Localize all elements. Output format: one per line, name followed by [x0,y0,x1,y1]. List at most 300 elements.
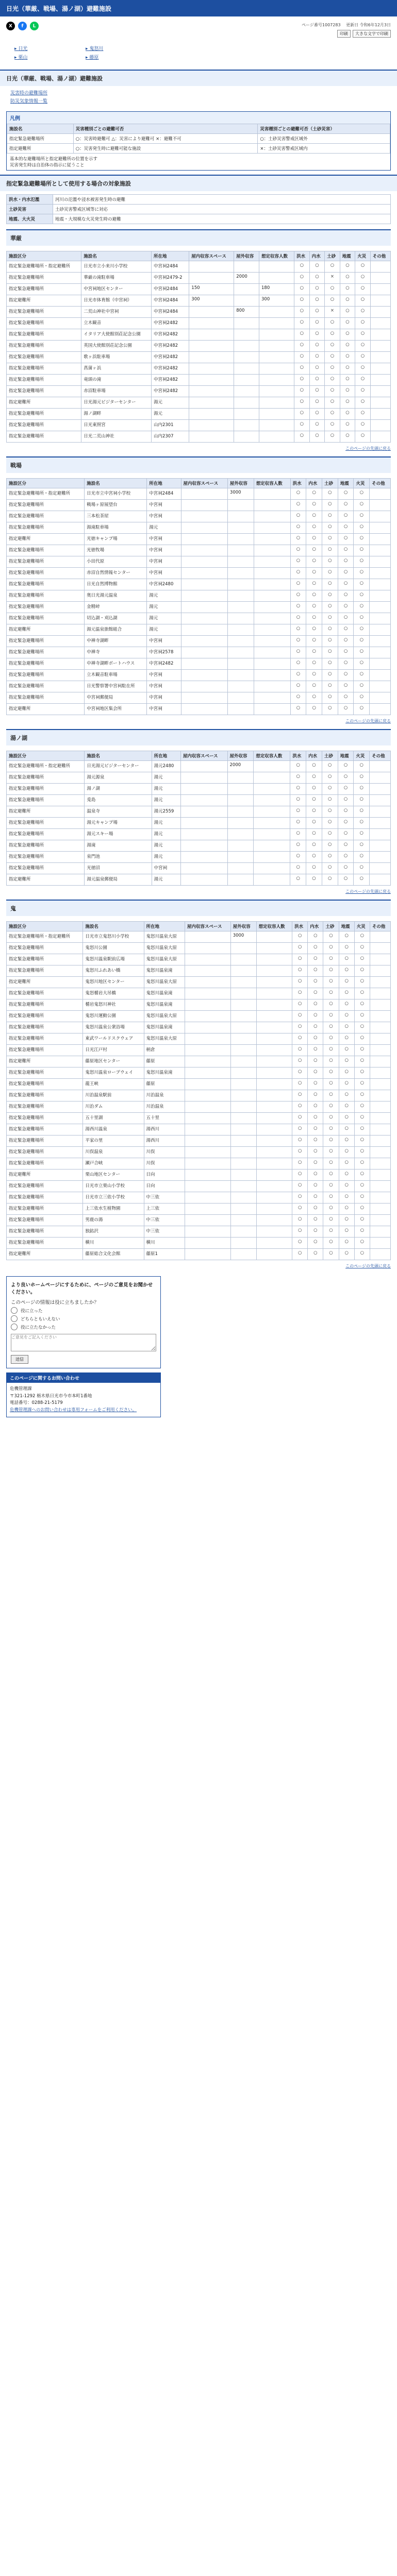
table-cell [254,704,290,715]
table-cell: ○ [354,1056,370,1067]
table-cell: ○ [292,1079,308,1090]
table-cell [185,1045,230,1056]
table-cell [227,556,254,568]
table-cell: 指定緊急避難場所 [7,431,81,443]
table-cell [180,806,227,818]
feedback-submit-button[interactable]: 送信 [11,1355,28,1364]
related-link[interactable]: 災害時の避難場所 [10,91,48,96]
feedback-option[interactable] [11,1315,156,1322]
table-cell: ○ [290,863,306,874]
table-cell [230,954,256,965]
table-cell: ○ [340,431,355,443]
table-cell: 中宮祠 [147,636,181,647]
table-cell: ○ [290,852,306,863]
table-cell [230,1079,256,1090]
table-cell: 鬼怒川温泉大原 [144,977,185,988]
table-cell [259,329,294,341]
table-cell [370,1022,390,1033]
table-cell: 指定緊急避難場所・指定避難所 [7,488,85,500]
table-cell: 川俣温泉 [83,1147,144,1158]
table-cell: ○ [290,545,306,556]
table-cell: ○ [309,341,325,352]
feedback-question: このページの情報は役に立ちましたか？ [11,1300,99,1306]
table-cell [181,658,227,670]
table-row [7,1033,391,1045]
x-share-icon[interactable]: X [6,22,15,30]
table-cell [185,1170,230,1181]
table-cell: 湯元 [147,602,181,613]
table-row [7,1113,391,1124]
table-cell: ○ [308,988,323,999]
table-cell [254,692,290,704]
feedback-radio[interactable] [11,1307,18,1314]
table-cell [189,375,234,386]
table-cell [256,1226,292,1238]
table-cell [370,1136,390,1147]
table-cell: 中宮祠郵便局 [85,692,147,704]
table-cell [185,1147,230,1158]
table-cell: ○ [290,522,306,534]
table-cell: ○ [309,261,325,273]
table-cell: ○ [290,795,306,806]
table-cell: ○ [338,636,354,647]
table-cell: 五十里湖 [83,1113,144,1124]
table-row [7,273,391,284]
table-cell: ○ [322,818,338,829]
table-cell [181,568,227,579]
column-header: その他 [370,751,391,761]
table-cell: ○ [290,840,306,852]
toc-link[interactable]: ▸ 日光 [14,45,79,52]
column-header: 施設区分 [7,751,85,761]
table-cell: ○ [354,658,370,670]
table-cell [259,375,294,386]
feedback-radio[interactable] [11,1315,18,1322]
table-cell: ○ [322,806,338,818]
table-cell [254,670,290,681]
table-cell [256,1215,292,1226]
table-cell [185,1090,230,1101]
table-cell [230,1249,256,1260]
table-row [7,341,391,352]
table-row [7,511,391,522]
table-cell: ○ [290,874,306,886]
table-cell: 指定緊急避難場所 [7,284,81,295]
table-cell [254,545,290,556]
table-cell [256,965,292,977]
legend-cell: ○：災害時避難可 △：災害により避難可 ×：避難不可 [73,134,258,144]
table-cell: 指定緊急避難場所 [7,341,81,352]
table-cell: ○ [354,863,370,874]
table-row [7,431,391,443]
table-row [7,534,391,545]
table-cell: ○ [323,1056,339,1067]
table-cell: ○ [354,568,370,579]
table-cell: 湯元 [151,397,189,409]
table-cell [259,273,294,284]
table-cell: 上三依水生植物園 [83,1204,144,1215]
toc-link[interactable]: ▸ 栗山 [14,54,79,60]
table-cell: 指定避難所 [7,397,81,409]
table-cell [230,965,256,977]
table-cell: 指定緊急避難場所 [7,420,81,431]
table-cell: ○ [292,1147,308,1158]
table-cell: 指定緊急避難場所 [7,772,85,784]
table-cell: 日光湯元ビジターセンター [81,397,152,409]
table-cell: ○ [323,1226,339,1238]
table-cell [189,397,234,409]
table-row [7,1204,391,1215]
table-cell [256,1079,292,1090]
table-cell: 湯元温泉旅館組合 [85,624,147,636]
pagetop-link[interactable]: このページの先頭に戻る [345,1264,391,1268]
feedback-option[interactable] [11,1324,156,1330]
column-header: 想定収容人数 [256,922,292,931]
table-cell: ○ [338,874,354,886]
table-cell [185,954,230,965]
print-button[interactable]: 印刷 [337,30,351,38]
table-cell: 日光市立中宮祠小学校 [85,488,147,500]
table-cell: ○ [339,988,354,999]
table-cell: ○ [306,784,322,795]
table-cell: ○ [325,261,340,273]
legend-cell: ○：災害発生時に避難可能な施設 [73,144,258,154]
table-row [7,375,391,386]
table-cell [370,1181,390,1192]
table-cell: ○ [339,943,354,954]
table-cell [230,1181,256,1192]
table-cell: ○ [309,273,325,284]
table-cell [181,522,227,534]
column-header: 土砂 [325,251,340,261]
table-cell: 中禅寺 [85,647,147,658]
table-cell: 中宮祠 [147,556,181,568]
table-cell: 川俣 [144,1147,185,1158]
table-cell: 鬼怒川温泉滝 [144,1067,185,1079]
pagetop-link[interactable]: このページの先頭に戻る [345,889,391,894]
table-cell: 湯元 [152,852,180,863]
table-cell: ○ [354,681,370,692]
table-cell: ○ [339,999,354,1011]
table-cell: ○ [338,761,354,772]
table-cell: ○ [290,602,306,613]
table-cell: ○ [294,284,310,295]
pagetop-link[interactable]: このページの先頭に戻る [345,719,391,723]
table-cell: ○ [294,307,310,318]
table-cell: ○ [323,999,339,1011]
table-cell [370,341,390,352]
table-cell [370,761,391,772]
table-cell [230,1067,256,1079]
table-cell: ○ [308,1033,323,1045]
table-cell [370,965,390,977]
table-cell: ○ [308,1022,323,1033]
table-cell: ○ [309,329,325,341]
table-cell [185,1226,230,1238]
column-header: 洪水 [290,479,306,488]
table-cell: ○ [354,1090,370,1101]
table-cell [370,534,391,545]
table-cell: 湯元源泉 [85,772,152,784]
column-header: 想定収容人数 [259,251,294,261]
table-cell [254,511,290,522]
table-cell: 指定緊急避難場所 [7,568,85,579]
table-cell: 指定緊急避難場所 [7,784,85,795]
table-cell: 中宮祠 [147,704,181,715]
table-cell: ○ [354,522,370,534]
table-cell: ○ [354,1022,370,1033]
table-cell: 指定緊急避難場所 [7,318,81,329]
table-cell [256,943,292,954]
table-cell [370,1067,390,1079]
table-cell: ○ [308,1147,323,1158]
table-cell: ○ [306,534,322,545]
table-cell [259,341,294,352]
table-cell [227,863,254,874]
table-row [7,806,391,818]
column-header: 所在地 [152,751,180,761]
table-cell [256,931,292,943]
table-cell [370,1101,390,1113]
table-cell [259,409,294,420]
table-cell [227,795,254,806]
table-cell: 光徳キャンプ場 [85,534,147,545]
table-cell: 川俣 [144,1158,185,1170]
table-row [7,647,391,658]
facebook-share-icon[interactable]: f [18,22,27,30]
table-row [7,318,391,329]
table-row [7,829,391,840]
table-cell: ○ [306,806,322,818]
table-cell [185,1056,230,1067]
table-cell: ○ [294,363,310,375]
table-row [7,1011,391,1022]
table-row [7,1226,391,1238]
site-header [0,0,397,16]
toc-link[interactable]: ▸ 鬼怒川 [86,45,151,52]
table-cell [185,1136,230,1147]
column-header: 地震 [338,479,354,488]
table-cell [234,431,259,443]
feedback-radio[interactable] [11,1324,18,1330]
table-row [7,1101,391,1113]
table-cell [181,556,227,568]
table-cell: 指定緊急避難場所 [7,1192,83,1204]
table-cell [180,818,227,829]
table-cell: ○ [340,375,355,386]
table-cell: 指定緊急避難場所 [7,1124,83,1136]
table-cell: 指定緊急避難場所 [7,511,85,522]
line-share-icon[interactable]: L [30,22,39,30]
table-cell [370,681,391,692]
table-cell [370,636,391,647]
table-cell: 温泉寺 [85,806,152,818]
table-row [7,363,391,375]
table-cell: ○ [322,784,338,795]
column-header: 地震 [340,251,355,261]
table-row [7,602,391,613]
pagetop-link[interactable]: このページの先頭に戻る [345,446,391,451]
table-cell: ○ [340,341,355,352]
table-cell [370,409,390,420]
table-cell [189,363,234,375]
table-cell: ○ [306,818,322,829]
table-cell: ○ [338,681,354,692]
table-cell [230,988,256,999]
table-cell [181,488,227,500]
table-cell: 赤沼自然情報センター [85,568,147,579]
related-links [0,86,397,107]
table-cell [256,1033,292,1045]
table-cell [227,658,254,670]
legend-cell: ×：土砂災害警戒区域内 [258,144,390,154]
table-cell: 中宮祠2480 [147,579,181,590]
table-cell: ○ [290,806,306,818]
table-cell: 日光警察署中宮祠駐在所 [85,681,147,692]
feedback-option-label: どちらともいえない [21,1316,60,1322]
table-cell: ○ [323,1215,339,1226]
table-cell: ○ [355,431,371,443]
table-cell: 鬼怒川温泉大原 [144,943,185,954]
table-cell [185,1215,230,1226]
table-row [7,692,391,704]
column-header: 屋内収容スペース [181,479,227,488]
table-cell: ○ [308,1226,323,1238]
table-cell: ○ [354,1033,370,1045]
table-row [7,579,391,590]
table-cell [185,1192,230,1204]
column-header: 施設区分 [7,479,85,488]
table-cell: ○ [338,602,354,613]
table-cell: ○ [323,1022,339,1033]
table-cell: ○ [325,375,340,386]
table-cell: 指定緊急避難場所 [7,795,85,806]
table-cell [227,613,254,624]
table-cell [370,261,390,273]
table-cell: ○ [338,852,354,863]
table-cell: ○ [355,420,371,431]
table-cell: 指定緊急避難場所 [7,1158,83,1170]
table-cell: ○ [292,1101,308,1113]
table-cell [234,409,259,420]
table-cell [370,999,390,1011]
table-cell: 湯元スキー場 [85,829,152,840]
table-cell: 鬼怒川温泉滝 [144,965,185,977]
column-header: その他 [370,922,390,931]
table-cell: 川治温泉 [144,1101,185,1113]
table-cell: ○ [338,613,354,624]
table-cell: 指定緊急避難場所 [7,1215,83,1226]
large-print-button[interactable]: 大きな文字で印刷 [353,30,391,38]
table-cell [181,624,227,636]
table-cell: 柄倉 [144,1045,185,1056]
table-cell: ○ [309,375,325,386]
table-cell: 指定緊急避難場所 [7,352,81,363]
table-cell: 指定緊急避難場所 [7,545,85,556]
table-cell: ○ [355,307,371,318]
feedback-textarea[interactable] [11,1334,156,1351]
related-link[interactable]: 防災気象情報一覧 [10,99,48,104]
table-cell: ○ [292,1170,308,1181]
table-cell: ○ [354,545,370,556]
table-cell: ○ [354,943,370,954]
table-cell: ○ [355,352,371,363]
table-cell: ○ [323,954,339,965]
table-row [7,1147,391,1158]
table-row [7,522,391,534]
table-cell: ○ [292,1022,308,1033]
table-cell: ○ [340,386,355,397]
table-cell: ○ [354,818,370,829]
table-cell [370,840,391,852]
table-cell [256,1158,292,1170]
table-cell [180,874,227,886]
toc-link[interactable]: ▸ 藤原 [86,54,151,60]
table-cell: ○ [323,1249,339,1260]
table-cell: ○ [309,363,325,375]
table-cell: ○ [323,943,339,954]
column-header: 土砂 [323,922,339,931]
table-cell: 日光江戸村 [83,1045,144,1056]
table-cell: 指定緊急避難場所 [7,1204,83,1215]
table-cell [370,931,390,943]
table-cell: 2000 [227,761,254,772]
table-cell: ○ [354,1101,370,1113]
contact-form-link[interactable]: 危機管理課へのお問い合わせは専用フォームをご利用ください。 [10,1407,137,1413]
feedback-option[interactable] [11,1307,156,1314]
feedback-option-label: 役に立った [21,1308,43,1314]
table-cell: ○ [308,965,323,977]
table-cell [185,977,230,988]
legend-header: 災害種別ごとの避難可否 [73,124,258,134]
table-cell [185,1249,230,1260]
table-cell: ○ [306,568,322,579]
table-cell: ○ [355,386,371,397]
table-cell [254,534,290,545]
table-cell: 独鈷沢 [83,1226,144,1238]
table-cell [370,375,390,386]
table-cell: 指定避難所 [7,624,85,636]
table-cell [180,772,227,784]
table-cell [370,1215,390,1226]
table-cell [180,784,227,795]
table-cell: ○ [339,1101,354,1113]
table-cell: 300 [189,295,234,307]
table-cell: ○ [339,1249,354,1260]
table-cell: 栗山地区センター [83,1170,144,1181]
table-cell: ○ [309,295,325,307]
table-cell: ○ [322,840,338,852]
table-cell: 竜頭の滝 [81,375,152,386]
table-cell: ○ [323,1147,339,1158]
table-cell: 指定緊急避難場所 [7,818,85,829]
table-cell [185,999,230,1011]
table-cell: ○ [339,1136,354,1147]
table-cell [185,965,230,977]
table-cell [227,590,254,602]
table-cell [254,681,290,692]
table-cell: ○ [339,1124,354,1136]
table-cell: ○ [290,488,306,500]
table-cell: ○ [340,273,355,284]
table-cell: ○ [355,284,371,295]
table-cell: ○ [339,1147,354,1158]
table-cell [227,624,254,636]
table-cell: 日光自然博物館 [85,579,147,590]
def-desc: 河川の氾濫や浸水被害発生時の避難 [53,195,391,205]
table-cell [370,624,391,636]
table-cell: ○ [292,1215,308,1226]
